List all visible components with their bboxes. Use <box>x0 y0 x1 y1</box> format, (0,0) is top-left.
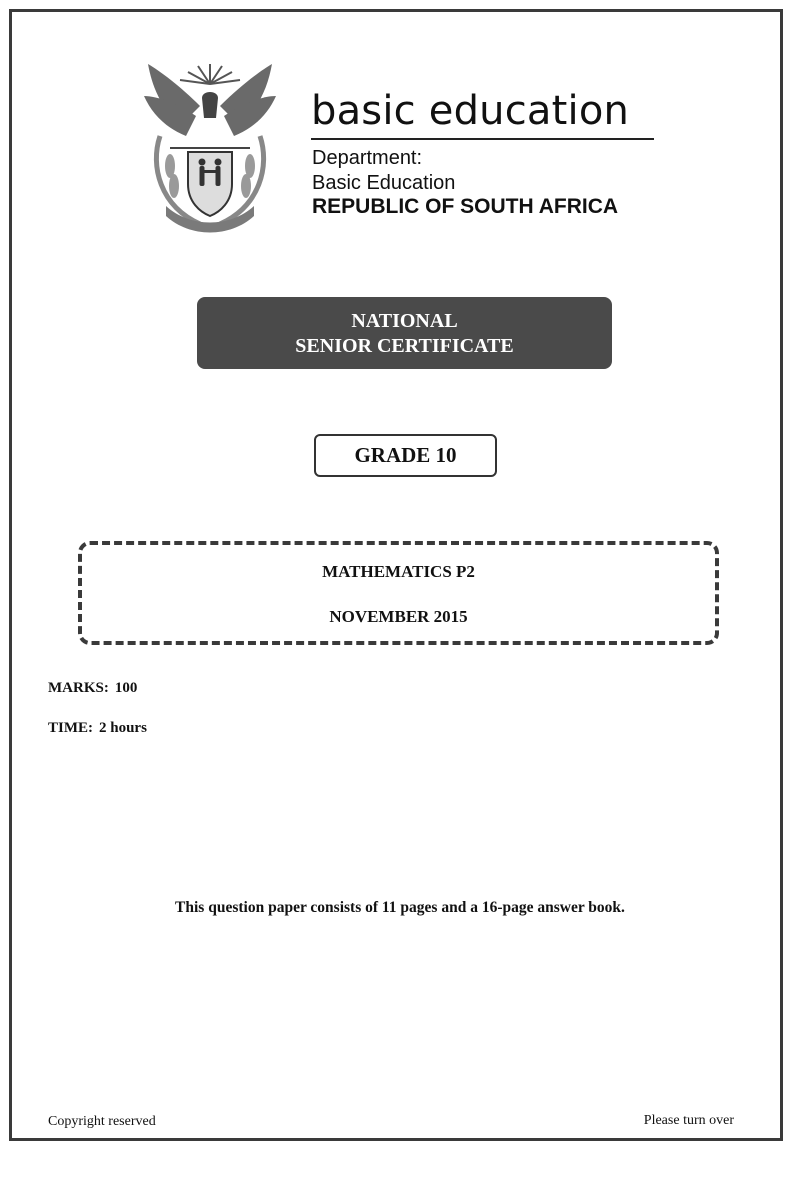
certificate-banner <box>197 297 612 369</box>
certificate-line-2: SENIOR CERTIFICATE <box>295 335 514 357</box>
turn-over-footer: Please turn over <box>643 1113 734 1128</box>
department-name: Basic Education <box>312 172 456 194</box>
certificate-line-1: NATIONAL <box>351 310 458 332</box>
time-value: 2 hours <box>99 720 147 736</box>
grade-box: GRADE 10 <box>314 434 497 477</box>
exam-date: NOVEMBER 2015 <box>329 607 468 626</box>
exam-subject: MATHEMATICS P2 <box>322 562 475 581</box>
marks-value: 100 <box>114 680 138 696</box>
marks-label: MARKS: <box>48 680 109 696</box>
exam-box <box>78 541 719 645</box>
brand-divider <box>311 138 654 140</box>
time-line <box>48 720 147 737</box>
paper-note: This question paper consists of 11 pages and a 16-page answer book. <box>175 899 625 916</box>
copyright-footer: Copyright reserved <box>48 1114 156 1129</box>
coat-of-arms-icon <box>140 56 280 236</box>
brand-title: basic education <box>311 88 630 134</box>
time-label: TIME: <box>48 720 93 736</box>
country-name: REPUBLIC OF SOUTH AFRICA <box>312 195 619 218</box>
department-label: Department: <box>312 147 423 169</box>
marks-line <box>48 680 137 697</box>
